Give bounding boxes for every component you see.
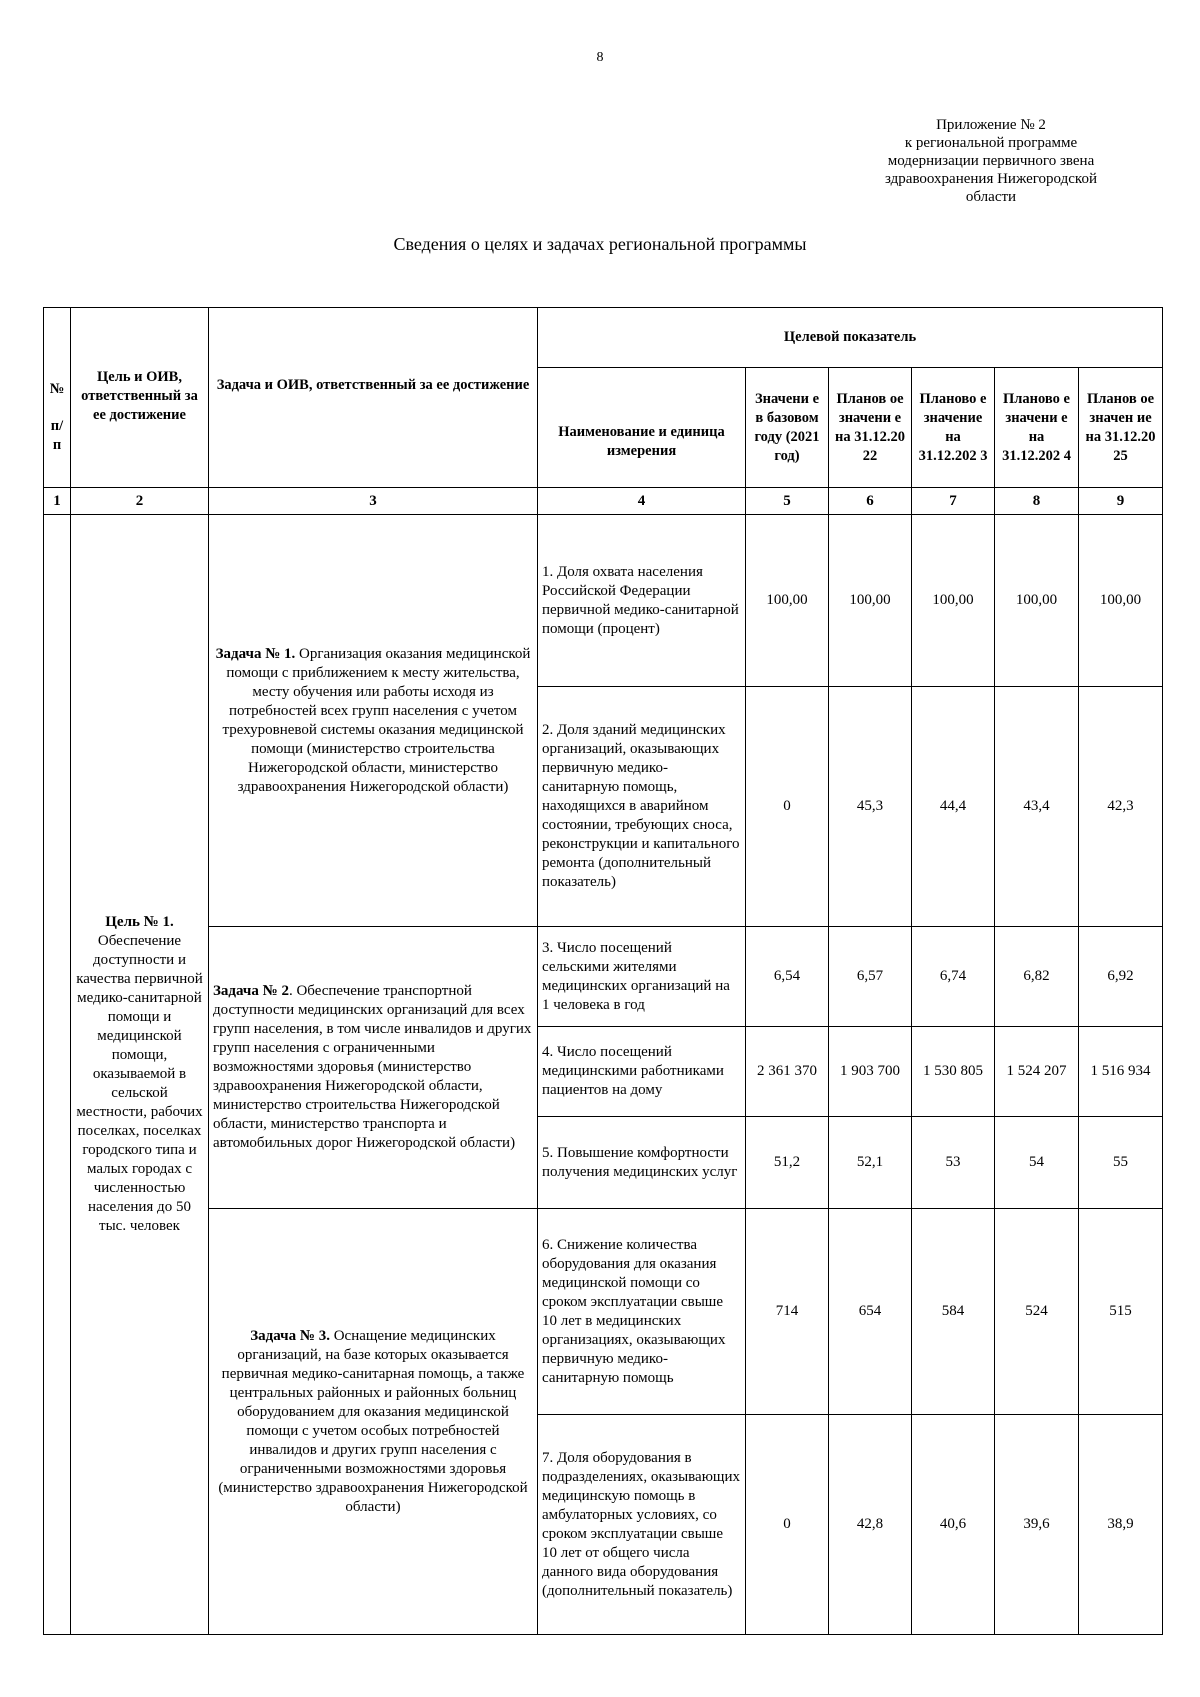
- plan-2022-value: 654: [829, 1209, 912, 1415]
- goal-title: Цель № 1.: [105, 914, 174, 930]
- plan-2025-value: 6,92: [1079, 927, 1163, 1027]
- plan-2023-value: 6,74: [912, 927, 995, 1027]
- plan-2022-value: 1 903 700: [829, 1027, 912, 1117]
- header-task: Задача и ОИВ, ответственный за ее достижение: [209, 308, 538, 488]
- indicator-name: 2. Доля зданий медицинских организаций, оказывающих первичную медико-санитарную помощь, находящихся в аварийном состоянии, требующих сноса, реконструкции и капитального ремонта (дополнительный показатель): [538, 687, 746, 927]
- goals-table: [43, 307, 1163, 1635]
- plan-2024-value: 524: [995, 1209, 1079, 1415]
- header-plan-2024: Планово е значени е на 31.12.202 4: [995, 368, 1079, 488]
- indicator-name: 7. Доля оборудования в подразделениях, оказывающих медицинскую помощь в амбулаторных условиях, со сроком эксплуатации свыше 10 лет от общего числа данного вида оборудования (дополнительный показатель): [538, 1415, 746, 1635]
- indicator-name: 6. Снижение количества оборудования для оказания медицинской помощи со сроком эксплуатации свыше 10 лет в медицинских организациях, оказывающих первичную медико-санитарную помощь: [538, 1209, 746, 1415]
- task-text: Оснащение медицинских организаций, на базе которых оказывается первичная медико-санитарная помощь, а также центральных районных и районных больниц оборудованием для оказания медицинской помощи с учетом особых потребностей инвалидов и других групп населения с ограниченными возможностями здоровья (министерство здравоохранения Нижегородской области): [218, 1327, 528, 1515]
- plan-2023-value: 44,4: [912, 687, 995, 927]
- plan-2024-value: 43,4: [995, 687, 1079, 927]
- header-base-value: Значени е в базовом году (2021 год): [746, 368, 829, 488]
- goal-text: Обеспечение доступности и качества первичной медико-санитарной помощи и медицинской помощи, оказываемой в сельской местности, рабочих поселках, поселках городского типа и малых городах с численностью населения до 50 тыс. человек: [76, 933, 203, 1234]
- plan-2024-value: 1 524 207: [995, 1027, 1079, 1117]
- table-row: [44, 515, 1163, 687]
- header-plan-2022: Планов ое значени е на 31.12.20 22: [829, 368, 912, 488]
- header-plan-2025: Планов ое значен ие на 31.12.20 25: [1079, 368, 1163, 488]
- plan-2022-value: 45,3: [829, 687, 912, 927]
- column-number: 4: [538, 488, 746, 515]
- column-number: 3: [209, 488, 538, 515]
- column-number: 2: [71, 488, 209, 515]
- appendix-note: [866, 116, 1116, 206]
- base-value: 51,2: [746, 1117, 829, 1209]
- plan-2025-value: 100,00: [1079, 515, 1163, 687]
- base-value: 6,54: [746, 927, 829, 1027]
- base-value: 714: [746, 1209, 829, 1415]
- goal-cell: [71, 515, 209, 1635]
- plan-2024-value: 6,82: [995, 927, 1079, 1027]
- header-goal: Цель и ОИВ, ответственный за ее достижение: [71, 308, 209, 488]
- plan-2025-value: 1 516 934: [1079, 1027, 1163, 1117]
- appendix-line: здравоохранения Нижегородской: [885, 171, 1097, 187]
- plan-2022-value: 52,1: [829, 1117, 912, 1209]
- plan-2023-value: 53: [912, 1117, 995, 1209]
- column-number: 6: [829, 488, 912, 515]
- task-title: Задача № 1.: [215, 645, 296, 662]
- indicator-name: 4. Число посещений медицинскими работниками пациентов на дому: [538, 1027, 746, 1117]
- task-title: Задача № 2: [213, 983, 289, 999]
- plan-2024-value: 39,6: [995, 1415, 1079, 1635]
- row-number-cell: [44, 515, 71, 1635]
- appendix-line: Приложение № 2: [936, 117, 1046, 133]
- plan-2023-value: 1 530 805: [912, 1027, 995, 1117]
- table-row: [44, 1209, 1163, 1415]
- header-no: [44, 308, 71, 488]
- appendix-line: модернизации первичного звена: [887, 153, 1095, 169]
- column-number: 1: [44, 488, 71, 515]
- plan-2025-value: 38,9: [1079, 1415, 1163, 1635]
- document-title: Сведения о целях и задачах региональной программы: [393, 234, 807, 254]
- base-value: 100,00: [746, 515, 829, 687]
- task-text: . Обеспечение транспортной доступности медицинских организаций для всех групп населения, в том числе инвалидов и других групп населения с ограниченными возможностями здоровья (министерство здравоохранения Нижегородской области, министерство строительства Нижегородской области, министерство транспорта и автомобильных дорог Нижегородской области): [213, 983, 532, 1151]
- plan-2022-value: 42,8: [829, 1415, 912, 1635]
- header-no-sign: №: [49, 381, 65, 397]
- appendix-line: к региональной программе: [904, 135, 1078, 151]
- indicator-name: 1. Доля охвата населения Российской Федерации первичной медико-санитарной помощи (процент): [538, 515, 746, 687]
- plan-2023-value: 40,6: [912, 1415, 995, 1635]
- task-text: Организация оказания медицинской помощи с приближением к месту жительства, месту обучения или работы исходя из потребностей всех групп населения с учетом трехуровневой системы оказания медицинской помощи (министерство строительства Нижегородской области, министерство здравоохранения Нижегородской области): [222, 645, 531, 795]
- task-cell: [209, 515, 538, 927]
- column-number-row: [44, 488, 1163, 515]
- appendix-line: области: [965, 189, 1017, 205]
- header-plan-2023: Планово е значение на 31.12.202 3: [912, 368, 995, 488]
- task-title: Задача № 3.: [250, 1327, 330, 1344]
- plan-2025-value: 515: [1079, 1209, 1163, 1415]
- plan-2022-value: 6,57: [829, 927, 912, 1027]
- task-cell: [209, 1209, 538, 1635]
- plan-2024-value: 100,00: [995, 515, 1079, 687]
- plan-2023-value: 584: [912, 1209, 995, 1415]
- table-row: [44, 927, 1163, 1027]
- base-value: 0: [746, 1415, 829, 1635]
- header-target: Целевой показатель: [538, 308, 1163, 368]
- plan-2025-value: 42,3: [1079, 687, 1163, 927]
- base-value: 0: [746, 687, 829, 927]
- base-value: 2 361 370: [746, 1027, 829, 1117]
- column-number: 7: [912, 488, 995, 515]
- indicator-name: 3. Число посещений сельскими жителями медицинских организаций на 1 человека в год: [538, 927, 746, 1027]
- plan-2023-value: 100,00: [912, 515, 995, 687]
- plan-2022-value: 100,00: [829, 515, 912, 687]
- indicator-name: 5. Повышение комфортности получения медицинских услуг: [538, 1117, 746, 1209]
- plan-2024-value: 54: [995, 1117, 1079, 1209]
- plan-2025-value: 55: [1079, 1117, 1163, 1209]
- header-no-sub: п/ п: [50, 418, 64, 453]
- column-number: 5: [746, 488, 829, 515]
- header-indicator: Наименование и единица измерения: [538, 368, 746, 488]
- column-number: 9: [1079, 488, 1163, 515]
- task-cell: [209, 927, 538, 1209]
- column-number: 8: [995, 488, 1079, 515]
- page-number: 8: [596, 50, 604, 65]
